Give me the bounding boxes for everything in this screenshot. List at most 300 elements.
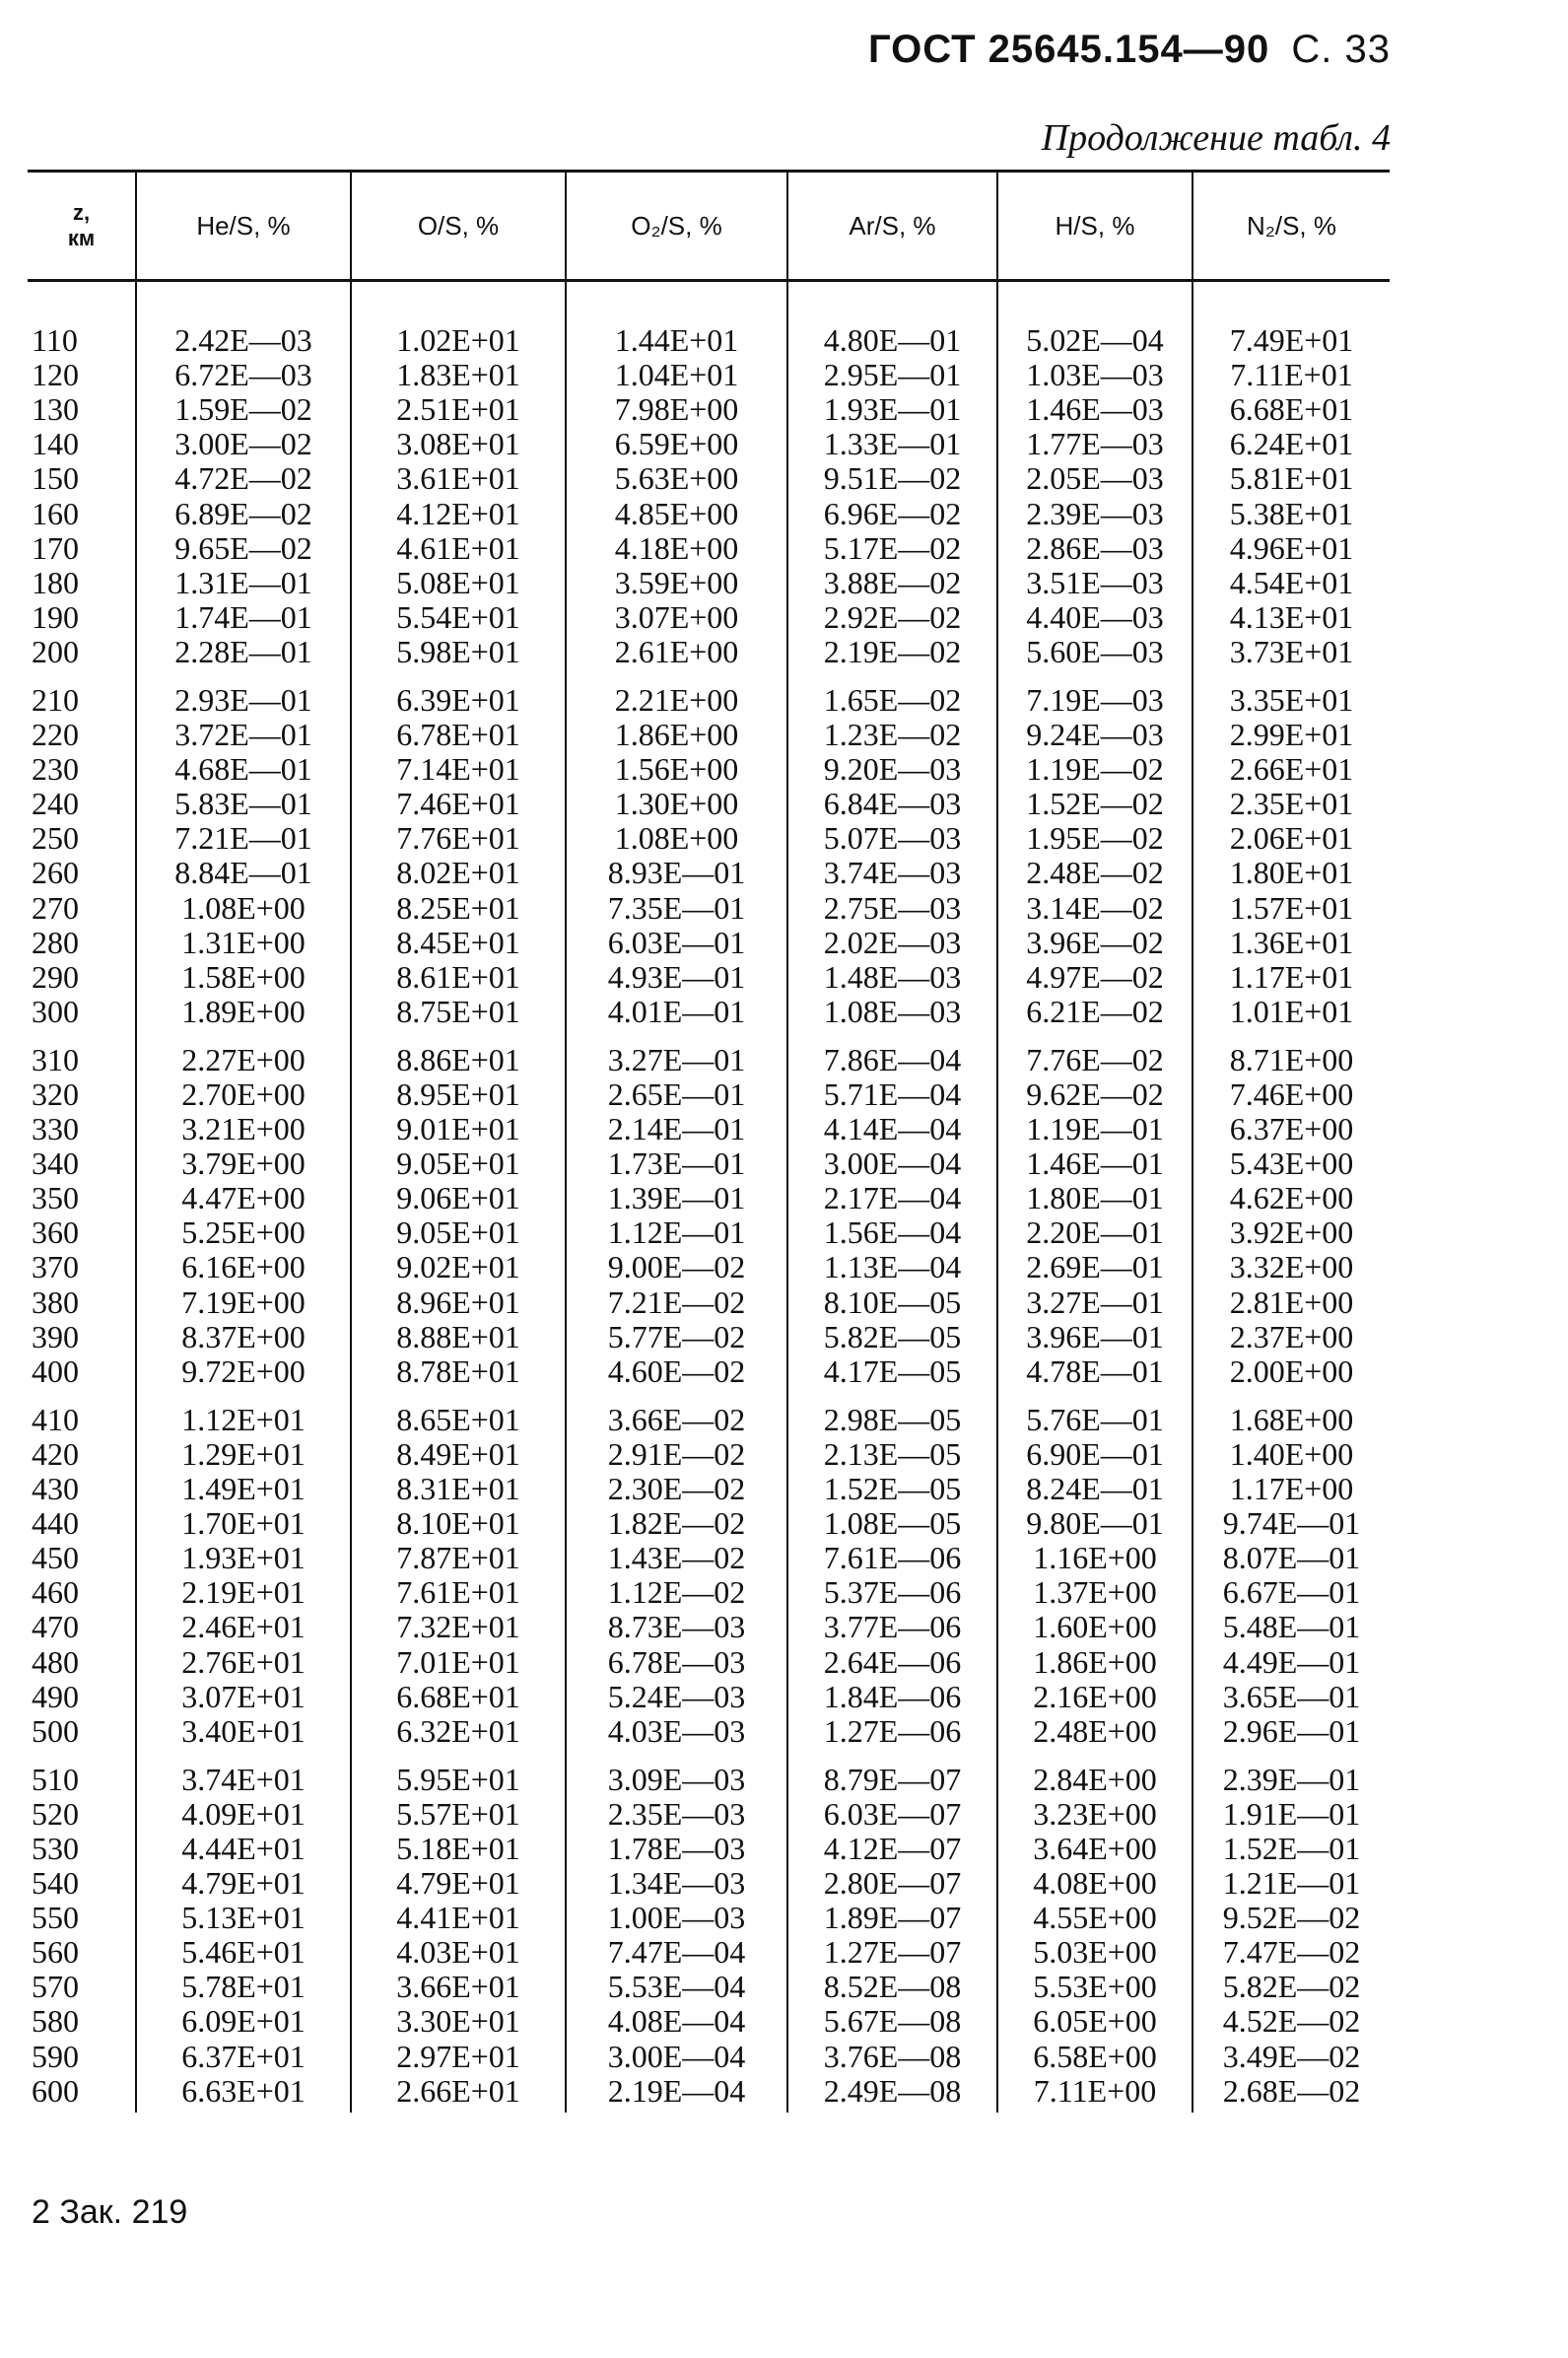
cell-n2: 4.13E+01 <box>1193 600 1390 635</box>
cell-o2: 7.98E+00 <box>566 392 787 427</box>
table-row <box>28 531 1390 566</box>
cell-altitude: 570 <box>32 1969 79 2005</box>
cell-o2: 4.03E—03 <box>566 1714 787 1749</box>
cell-o2: 5.63E+00 <box>566 461 787 496</box>
cell-ar: 1.27E—07 <box>787 1935 997 1970</box>
cell-he: 1.59E—02 <box>136 392 351 427</box>
cell-n2: 4.52E—02 <box>1193 2004 1390 2039</box>
cell-he: 6.89E—02 <box>136 496 351 530</box>
cell-o: 6.78E+01 <box>351 718 566 752</box>
cell-altitude: 290 <box>32 958 79 995</box>
cell-he: 5.25E+00 <box>136 1215 351 1250</box>
cell-ar: 2.64E—06 <box>787 1644 997 1679</box>
cell-o2: 6.59E+00 <box>566 427 787 461</box>
cell-altitude: 120 <box>32 357 79 393</box>
cell-altitude: 130 <box>32 391 79 428</box>
cell-altitude: 370 <box>32 1249 79 1285</box>
cell-n2: 4.62E+00 <box>1193 1181 1390 1215</box>
cell-h: 3.96E—02 <box>997 926 1193 960</box>
cell-h: 6.90E—01 <box>997 1437 1193 1472</box>
standard-number: ГОСТ 25645.154—90 <box>867 28 1270 71</box>
cell-h: 6.58E+00 <box>997 2040 1193 2074</box>
cell-o: 7.87E+01 <box>351 1541 566 1575</box>
cell-he: 6.16E+00 <box>136 1250 351 1284</box>
cell-n2: 5.43E+00 <box>1193 1146 1390 1181</box>
cell-ar: 7.61E—06 <box>787 1541 997 1575</box>
cell-ar: 2.75E—03 <box>787 891 997 926</box>
cell-ar: 2.17E—04 <box>787 1181 997 1215</box>
cell-n2: 6.24E+01 <box>1193 427 1390 461</box>
cell-n2: 2.81E+00 <box>1193 1285 1390 1320</box>
cell-ar: 2.95E—01 <box>787 358 997 392</box>
cell-altitude: 150 <box>32 460 79 497</box>
table-row <box>28 1541 1390 1575</box>
cell-altitude: 520 <box>32 1795 79 1832</box>
cell-n2: 3.32E+00 <box>1193 1250 1390 1284</box>
altitude-unit: км <box>67 226 96 250</box>
cell-altitude: 460 <box>32 1574 79 1611</box>
cell-h: 1.16E+00 <box>997 1541 1193 1575</box>
cell-ar: 2.49E—08 <box>787 2074 997 2113</box>
table-row <box>28 2040 1390 2074</box>
table-row <box>28 1506 1390 1541</box>
table-row <box>28 1644 1390 1679</box>
cell-ar: 1.56E—04 <box>787 1215 997 1250</box>
cell-n2: 6.67E—01 <box>1193 1575 1390 1610</box>
cell-h: 4.78E—01 <box>997 1354 1193 1389</box>
cell-he: 2.76E+01 <box>136 1644 351 1679</box>
cell-o2: 7.21E—02 <box>566 1285 787 1320</box>
cell-o: 8.96E+01 <box>351 1285 566 1320</box>
cell-ar: 2.19E—02 <box>787 635 997 669</box>
cell-h: 1.80E—01 <box>997 1181 1193 1215</box>
cell-o: 5.54E+01 <box>351 600 566 635</box>
cell-o2: 8.93E—01 <box>566 856 787 890</box>
cell-n2: 9.74E—01 <box>1193 1506 1390 1541</box>
cell-n2: 1.40E+00 <box>1193 1437 1390 1472</box>
table-row <box>28 926 1390 960</box>
cell-o: 3.08E+01 <box>351 427 566 461</box>
cell-o2: 2.61E+00 <box>566 635 787 669</box>
cell-ar: 2.02E—03 <box>787 926 997 960</box>
cell-h: 1.46E—03 <box>997 392 1193 427</box>
cell-he: 2.46E+01 <box>136 1610 351 1644</box>
cell-o: 6.68E+01 <box>351 1680 566 1714</box>
cell-o: 7.46E+01 <box>351 787 566 821</box>
column-header-altitude <box>28 172 136 281</box>
cell-o2: 1.39E—01 <box>566 1181 787 1215</box>
cell-n2: 1.21E—01 <box>1193 1866 1390 1901</box>
table-row <box>28 1112 1390 1146</box>
cell-ar: 6.84E—03 <box>787 787 997 821</box>
cell-ar: 5.71E—04 <box>787 1077 997 1112</box>
cell-n2: 2.37E+00 <box>1193 1320 1390 1354</box>
cell-h: 4.55E+00 <box>997 1901 1193 1935</box>
table-row <box>28 1181 1390 1215</box>
cell-o2: 1.44E+01 <box>566 281 787 359</box>
cell-h: 3.64E+00 <box>997 1832 1193 1866</box>
cell-he: 4.68E—01 <box>136 752 351 787</box>
cell-o: 4.79E+01 <box>351 1866 566 1901</box>
table-row <box>28 1714 1390 1749</box>
cell-altitude: 250 <box>32 820 79 857</box>
table-row <box>28 752 1390 787</box>
table-row <box>28 566 1390 600</box>
table-row <box>28 787 1390 821</box>
table-row <box>28 1680 1390 1714</box>
column-header-n2: N₂/S, % <box>1193 172 1390 281</box>
cell-o2: 3.27E—01 <box>566 1029 787 1077</box>
cell-h: 7.19E—03 <box>997 669 1193 718</box>
cell-h: 1.19E—01 <box>997 1112 1193 1146</box>
table-row <box>28 281 1390 359</box>
cell-he: 5.46E+01 <box>136 1935 351 1970</box>
cell-n2: 4.96E+01 <box>1193 531 1390 566</box>
cell-o: 4.03E+01 <box>351 1935 566 1970</box>
cell-altitude: 430 <box>32 1471 79 1507</box>
cell-he: 6.09E+01 <box>136 2004 351 2039</box>
cell-altitude: 400 <box>32 1352 79 1389</box>
altitude-symbol: z, <box>72 200 91 225</box>
cell-altitude: 590 <box>32 2038 79 2074</box>
cell-n2: 1.91E—01 <box>1193 1797 1390 1832</box>
cell-altitude: 470 <box>32 1609 79 1645</box>
table-row <box>28 960 1390 995</box>
cell-altitude: 350 <box>32 1180 79 1216</box>
cell-h: 5.03E+00 <box>997 1935 1193 1970</box>
cell-o2: 2.30E—02 <box>566 1472 787 1506</box>
table-caption: Продолжение табл. 4 <box>1041 117 1391 159</box>
cell-he: 3.07E+01 <box>136 1680 351 1714</box>
cell-ar: 1.48E—03 <box>787 960 997 995</box>
cell-ar: 7.86E—04 <box>787 1029 997 1077</box>
table-row <box>28 856 1390 890</box>
cell-ar: 1.93E—01 <box>787 392 997 427</box>
cell-n2: 7.46E+00 <box>1193 1077 1390 1112</box>
cell-o: 8.31E+01 <box>351 1472 566 1506</box>
cell-altitude: 410 <box>32 1401 79 1437</box>
cell-he: 4.09E+01 <box>136 1797 351 1832</box>
table-row <box>28 1354 1390 1389</box>
cell-n2: 8.07E—01 <box>1193 1541 1390 1575</box>
cell-o2: 5.77E—02 <box>566 1320 787 1354</box>
cell-altitude: 260 <box>32 855 79 891</box>
cell-altitude: 550 <box>32 1900 79 1936</box>
cell-o: 5.57E+01 <box>351 1797 566 1832</box>
cell-o2: 5.24E—03 <box>566 1680 787 1714</box>
cell-he: 9.72E+00 <box>136 1354 351 1389</box>
cell-o: 3.30E+01 <box>351 2004 566 2039</box>
table-row <box>28 1575 1390 1610</box>
cell-o2: 3.66E—02 <box>566 1389 787 1437</box>
cell-o2: 1.04E+01 <box>566 358 787 392</box>
cell-ar: 4.12E—07 <box>787 1832 997 1866</box>
column-header-o2: O₂/S, % <box>566 172 787 281</box>
cell-n2: 7.49E+01 <box>1193 281 1390 359</box>
cell-h: 9.24E—03 <box>997 718 1193 752</box>
cell-ar: 3.76E—08 <box>787 2040 997 2074</box>
cell-o2: 4.60E—02 <box>566 1354 787 1389</box>
cell-he: 7.19E+00 <box>136 1285 351 1320</box>
cell-o2: 6.78E—03 <box>566 1644 787 1679</box>
table-row <box>28 1797 1390 1832</box>
cell-o: 9.01E+01 <box>351 1112 566 1146</box>
cell-o: 9.02E+01 <box>351 1250 566 1284</box>
cell-o: 5.95E+01 <box>351 1749 566 1797</box>
cell-altitude: 210 <box>32 681 79 718</box>
cell-he: 1.08E+00 <box>136 891 351 926</box>
cell-h: 5.76E—01 <box>997 1389 1193 1437</box>
table-row <box>28 1970 1390 2004</box>
cell-he: 1.29E+01 <box>136 1437 351 1472</box>
table-row <box>28 427 1390 461</box>
cell-ar: 1.84E—06 <box>787 1680 997 1714</box>
cell-ar: 1.08E—03 <box>787 995 997 1029</box>
cell-o2: 1.12E—01 <box>566 1215 787 1250</box>
cell-altitude: 480 <box>32 1643 79 1680</box>
cell-h: 2.48E+00 <box>997 1714 1193 1749</box>
table-row <box>28 1866 1390 1901</box>
cell-ar: 4.14E—04 <box>787 1112 997 1146</box>
cell-altitude: 110 <box>32 322 78 359</box>
table-row <box>28 1285 1390 1320</box>
cell-n2: 3.73E+01 <box>1193 635 1390 669</box>
cell-n2: 2.35E+01 <box>1193 787 1390 821</box>
cell-n2: 3.92E+00 <box>1193 1215 1390 1250</box>
cell-o2: 8.73E—03 <box>566 1610 787 1644</box>
cell-altitude: 280 <box>32 924 79 960</box>
cell-altitude: 510 <box>32 1761 79 1797</box>
cell-n2: 5.81E+01 <box>1193 461 1390 496</box>
cell-altitude: 540 <box>32 1865 79 1902</box>
cell-o2: 1.08E+00 <box>566 821 787 856</box>
cell-h: 2.86E—03 <box>997 531 1193 566</box>
cell-n2: 1.57E+01 <box>1193 891 1390 926</box>
cell-n2: 7.11E+01 <box>1193 358 1390 392</box>
cell-o: 6.32E+01 <box>351 1714 566 1749</box>
table-row <box>28 1437 1390 1472</box>
table-row <box>28 1472 1390 1506</box>
cell-n2: 7.47E—02 <box>1193 1935 1390 1970</box>
cell-o: 1.02E+01 <box>351 281 566 359</box>
cell-he: 5.78E+01 <box>136 1970 351 2004</box>
cell-o2: 9.00E—02 <box>566 1250 787 1284</box>
cell-he: 5.13E+01 <box>136 1901 351 1935</box>
cell-o2: 3.07E+00 <box>566 600 787 635</box>
cell-n2: 1.68E+00 <box>1193 1389 1390 1437</box>
cell-n2: 2.39E—01 <box>1193 1749 1390 1797</box>
table-row <box>28 600 1390 635</box>
cell-o: 5.98E+01 <box>351 635 566 669</box>
table-row <box>28 718 1390 752</box>
cell-he: 5.83E—01 <box>136 787 351 821</box>
cell-ar: 9.20E—03 <box>787 752 997 787</box>
table-row <box>28 496 1390 530</box>
cell-altitude: 140 <box>32 426 79 462</box>
cell-h: 2.48E—02 <box>997 856 1193 890</box>
cell-o: 7.01E+01 <box>351 1644 566 1679</box>
cell-n2: 1.17E+00 <box>1193 1472 1390 1506</box>
cell-ar: 6.03E—07 <box>787 1797 997 1832</box>
cell-o: 8.02E+01 <box>351 856 566 890</box>
cell-o2: 3.59E+00 <box>566 566 787 600</box>
cell-he: 3.21E+00 <box>136 1112 351 1146</box>
cell-ar: 5.07E—03 <box>787 821 997 856</box>
cell-h: 4.40E—03 <box>997 600 1193 635</box>
cell-o: 7.32E+01 <box>351 1610 566 1644</box>
cell-o: 2.51E+01 <box>351 392 566 427</box>
cell-o2: 2.21E+00 <box>566 669 787 718</box>
cell-he: 1.49E+01 <box>136 1472 351 1506</box>
cell-he: 1.70E+01 <box>136 1506 351 1541</box>
cell-o2: 1.00E—03 <box>566 1901 787 1935</box>
cell-o: 8.86E+01 <box>351 1029 566 1077</box>
cell-o: 6.39E+01 <box>351 669 566 718</box>
cell-he: 1.89E+00 <box>136 995 351 1029</box>
cell-altitude: 170 <box>32 529 79 566</box>
cell-n2: 4.54E+01 <box>1193 566 1390 600</box>
cell-altitude: 200 <box>32 633 79 669</box>
cell-h: 2.16E+00 <box>997 1680 1193 1714</box>
cell-altitude: 180 <box>32 564 79 600</box>
cell-he: 6.37E+01 <box>136 2040 351 2074</box>
column-header-ar: Ar/S, % <box>787 172 997 281</box>
cell-he: 9.65E—02 <box>136 531 351 566</box>
cell-ar: 5.17E—02 <box>787 531 997 566</box>
table-row <box>28 1749 1390 1797</box>
cell-altitude: 220 <box>32 717 79 753</box>
cell-he: 1.74E—01 <box>136 600 351 635</box>
cell-n2: 5.82E—02 <box>1193 1970 1390 2004</box>
cell-o: 8.75E+01 <box>351 995 566 1029</box>
cell-he: 3.74E+01 <box>136 1749 351 1797</box>
cell-ar: 1.52E—05 <box>787 1472 997 1506</box>
cell-o2: 1.56E+00 <box>566 752 787 787</box>
cell-o2: 7.35E—01 <box>566 891 787 926</box>
cell-altitude: 390 <box>32 1318 79 1354</box>
cell-altitude: 490 <box>32 1678 79 1714</box>
table-row <box>28 669 1390 718</box>
cell-he: 2.42E—03 <box>136 281 351 359</box>
cell-ar: 1.27E—06 <box>787 1714 997 1749</box>
cell-n2: 9.52E—02 <box>1193 1901 1390 1935</box>
cell-altitude: 530 <box>32 1830 79 1866</box>
column-header-o: O/S, % <box>351 172 566 281</box>
cell-he: 8.84E—01 <box>136 856 351 890</box>
cell-h: 3.51E—03 <box>997 566 1193 600</box>
cell-o: 8.65E+01 <box>351 1389 566 1437</box>
cell-o: 8.88E+01 <box>351 1320 566 1354</box>
cell-ar: 2.80E—07 <box>787 1866 997 1901</box>
cell-h: 1.52E—02 <box>997 787 1193 821</box>
cell-he: 8.37E+00 <box>136 1320 351 1354</box>
cell-ar: 5.67E—08 <box>787 2004 997 2039</box>
cell-o: 8.78E+01 <box>351 1354 566 1389</box>
cell-o2: 4.93E—01 <box>566 960 787 995</box>
cell-n2: 3.35E+01 <box>1193 669 1390 718</box>
cell-o2: 3.09E—03 <box>566 1749 787 1797</box>
cell-ar: 1.13E—04 <box>787 1250 997 1284</box>
cell-o: 2.97E+01 <box>351 2040 566 2074</box>
cell-o: 9.06E+01 <box>351 1181 566 1215</box>
cell-o2: 3.00E—04 <box>566 2040 787 2074</box>
cell-h: 9.80E—01 <box>997 1506 1193 1541</box>
cell-ar: 5.37E—06 <box>787 1575 997 1610</box>
table-row <box>28 461 1390 496</box>
cell-ar: 3.88E—02 <box>787 566 997 600</box>
cell-n2: 3.65E—01 <box>1193 1680 1390 1714</box>
cell-altitude: 420 <box>32 1435 79 1472</box>
cell-o2: 4.18E+00 <box>566 531 787 566</box>
cell-o: 2.66E+01 <box>351 2074 566 2113</box>
cell-n2: 2.68E—02 <box>1193 2074 1390 2113</box>
cell-h: 1.77E—03 <box>997 427 1193 461</box>
cell-he: 4.47E+00 <box>136 1181 351 1215</box>
cell-o2: 4.08E—04 <box>566 2004 787 2039</box>
cell-altitude: 440 <box>32 1505 79 1542</box>
cell-ar: 2.13E—05 <box>787 1437 997 1472</box>
cell-he: 3.72E—01 <box>136 718 351 752</box>
cell-altitude: 500 <box>32 1712 79 1749</box>
cell-o2: 1.82E—02 <box>566 1506 787 1541</box>
cell-o: 9.05E+01 <box>351 1215 566 1250</box>
column-header-h: H/S, % <box>997 172 1193 281</box>
cell-o: 7.14E+01 <box>351 752 566 787</box>
page-header <box>868 28 1391 72</box>
cell-n2: 6.37E+00 <box>1193 1112 1390 1146</box>
cell-altitude: 240 <box>32 786 79 822</box>
cell-o: 5.08E+01 <box>351 566 566 600</box>
cell-h: 7.11E+00 <box>997 2074 1193 2113</box>
table-row <box>28 1389 1390 1437</box>
cell-h: 4.08E+00 <box>997 1866 1193 1901</box>
cell-o: 5.18E+01 <box>351 1832 566 1866</box>
cell-o: 8.10E+01 <box>351 1506 566 1541</box>
cell-o2: 1.43E—02 <box>566 1541 787 1575</box>
cell-he: 1.12E+01 <box>136 1389 351 1437</box>
cell-h: 1.95E—02 <box>997 821 1193 856</box>
cell-ar: 8.79E—07 <box>787 1749 997 1797</box>
cell-ar: 3.74E—03 <box>787 856 997 890</box>
cell-altitude: 330 <box>32 1111 79 1147</box>
cell-n2: 1.80E+01 <box>1193 856 1390 890</box>
cell-o: 4.12E+01 <box>351 496 566 530</box>
table-row <box>28 2074 1390 2113</box>
cell-o2: 2.35E—03 <box>566 1797 787 1832</box>
cell-ar: 1.65E—02 <box>787 669 997 718</box>
cell-o: 8.95E+01 <box>351 1077 566 1112</box>
cell-altitude: 270 <box>32 889 79 926</box>
table-row <box>28 358 1390 392</box>
cell-n2: 8.71E+00 <box>1193 1029 1390 1077</box>
cell-he: 3.40E+01 <box>136 1714 351 1749</box>
cell-o2: 1.78E—03 <box>566 1832 787 1866</box>
cell-o2: 4.85E+00 <box>566 496 787 530</box>
table-row <box>28 1610 1390 1644</box>
cell-o: 8.49E+01 <box>351 1437 566 1472</box>
cell-h: 7.76E—02 <box>997 1029 1193 1077</box>
cell-ar: 3.77E—06 <box>787 1610 997 1644</box>
cell-o2: 1.12E—02 <box>566 1575 787 1610</box>
cell-he: 2.28E—01 <box>136 635 351 669</box>
cell-altitude: 340 <box>32 1145 79 1182</box>
table-row <box>28 2004 1390 2039</box>
cell-h: 9.62E—02 <box>997 1077 1193 1112</box>
table-row <box>28 1832 1390 1866</box>
table-row <box>28 995 1390 1029</box>
cell-o2: 6.03E—01 <box>566 926 787 960</box>
cell-ar: 6.96E—02 <box>787 496 997 530</box>
